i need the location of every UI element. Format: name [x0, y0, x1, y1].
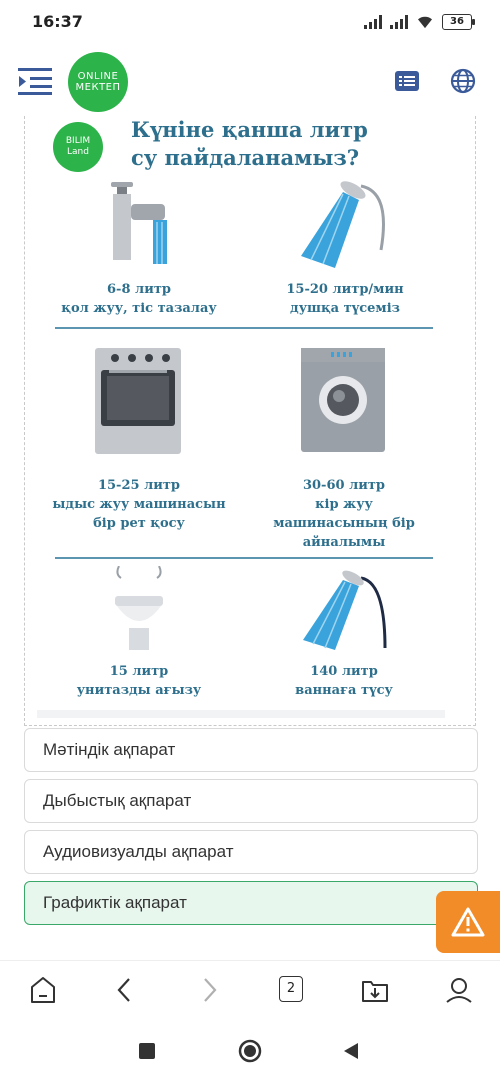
item-caption-5: [61, 662, 217, 700]
system-back-icon[interactable]: [342, 1042, 360, 1060]
bath-shower-icon: [301, 568, 397, 652]
header-actions: [394, 68, 476, 94]
globe-icon[interactable]: [450, 68, 476, 94]
downloads-icon[interactable]: [360, 975, 390, 1005]
forward-icon[interactable]: [194, 975, 224, 1005]
item-amount-4: 30-60 литр: [302, 478, 386, 493]
shower-icon: [297, 180, 393, 270]
item-caption-4: [261, 476, 427, 552]
status-bar: [0, 0, 500, 46]
item-amount-5: 15 литр: [109, 664, 169, 679]
system-nav-bar: [0, 1020, 500, 1083]
option-audio-info[interactable]: Дыбыстық ақпарат: [24, 779, 478, 823]
browser-toolbar: [0, 960, 500, 1020]
item-desc-1: қол жуу, тіс тазалау: [61, 301, 217, 316]
item-caption-2: [261, 280, 429, 318]
item-amount-2: 15-20 литр/мин: [286, 282, 404, 297]
item-desc-5: унитазды ағызу: [76, 683, 202, 698]
faucet-icon: [97, 182, 181, 266]
item-desc-4: кір жуу машинасының бір айналымы: [273, 497, 415, 550]
status-time: 16:37: [32, 12, 83, 31]
bilimland-logo: [53, 122, 103, 172]
item-amount-1: 6-8 литр: [107, 282, 171, 297]
option-graphic-info[interactable]: Графиктік ақпарат: [24, 881, 478, 925]
warning-icon: [451, 907, 485, 937]
recent-apps-icon[interactable]: [138, 1042, 156, 1060]
online-mektep-logo[interactable]: [68, 52, 128, 112]
washing-machine-icon: [301, 348, 385, 452]
item-caption-1: [49, 280, 229, 318]
status-icons: [364, 14, 472, 30]
report-warning-button[interactable]: [436, 891, 500, 953]
divider-2: [55, 557, 433, 559]
infographic-bottom-strip: [37, 710, 445, 718]
item-amount-3: 15-25 литр: [97, 478, 181, 493]
divider-1: [55, 327, 433, 329]
signal-icon-2: [390, 15, 408, 29]
bilimland-logo-line2: Land: [67, 147, 89, 157]
toilet-icon: [111, 566, 167, 652]
item-desc-6: ваннаға түсу: [295, 683, 393, 698]
item-amount-6: 140 литр: [310, 664, 378, 679]
menu-collapse-icon[interactable]: [18, 66, 52, 96]
item-caption-3: [39, 476, 239, 533]
bilimland-logo-line1: BILIM: [65, 136, 91, 146]
back-icon[interactable]: [110, 975, 140, 1005]
item-desc-2: душқа түсеміз: [290, 301, 400, 316]
list-icon[interactable]: [394, 68, 420, 94]
oven-icon: [95, 348, 181, 454]
wifi-icon: [416, 15, 434, 29]
logo-line1: ONLINE: [77, 71, 119, 82]
signal-icon: [364, 15, 382, 29]
app-header: [0, 46, 500, 116]
item-caption-6: [271, 662, 417, 700]
item-desc-3: ыдыс жуу машинасын бір рет қосу: [52, 497, 226, 531]
option-text-info[interactable]: Мәтіндік ақпарат: [24, 728, 478, 772]
title-line2: су пайдаланамыз?: [131, 145, 360, 170]
battery-icon: 36: [442, 14, 472, 30]
infographic-card: [24, 116, 476, 726]
infographic-title: [131, 116, 451, 172]
tab-count-button[interactable]: 2: [279, 976, 303, 1002]
system-home-icon[interactable]: [238, 1039, 262, 1063]
logo-line2: МЕКТЕП: [75, 82, 121, 93]
profile-icon[interactable]: [444, 975, 474, 1005]
title-line1: Күніне қанша литр: [131, 117, 368, 142]
home-icon[interactable]: [28, 975, 58, 1005]
option-audiovisual-info[interactable]: Аудиовизуалды ақпарат: [24, 830, 478, 874]
